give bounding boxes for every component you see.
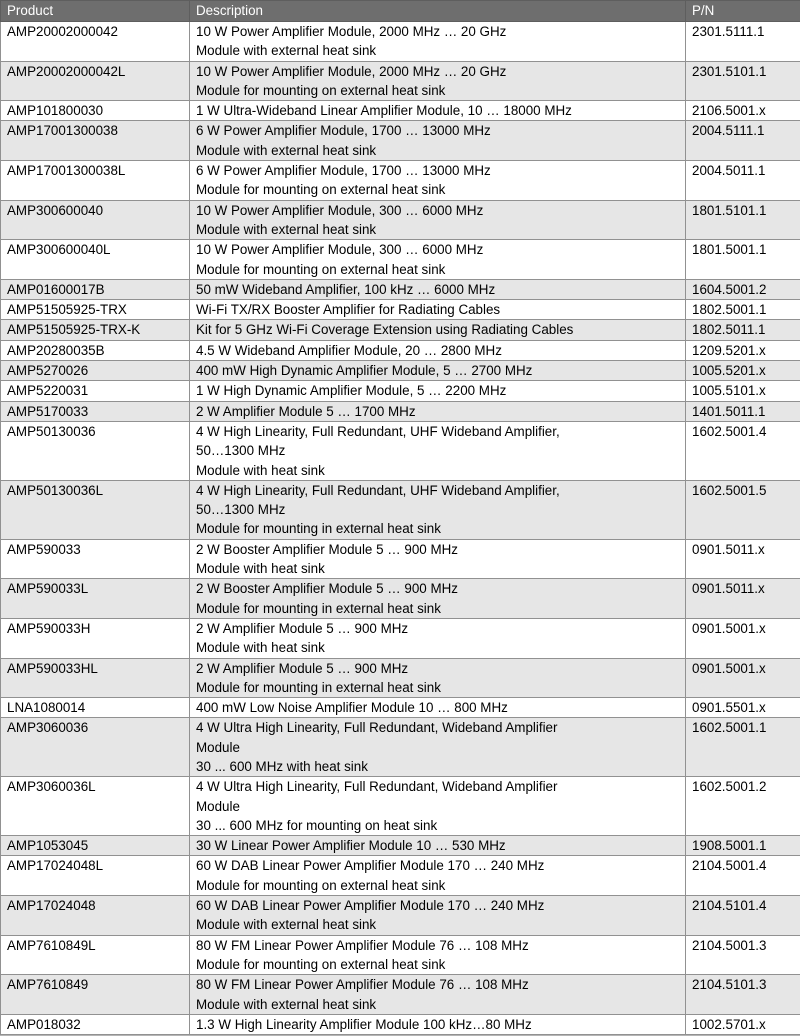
description-line: 10 W Power Amplifier Module, 2000 MHz … 20 GHz: [196, 63, 507, 79]
pn-cell: 1602.5001.4: [686, 421, 800, 480]
description-cell: [190, 61, 686, 101]
table-row: [1, 61, 800, 101]
description-line: Module for mounting on external heat sink: [196, 261, 446, 277]
table-row: [1, 279, 800, 299]
description-cell: [190, 975, 686, 1015]
table-row: [1, 161, 800, 201]
table-row: [1, 935, 800, 975]
description-line: 30 ... 600 MHz with heat sink: [196, 758, 368, 774]
description-line: 30 W Linear Power Amplifier Module 10 … 530 MHz: [196, 838, 506, 854]
table-row: [1, 658, 800, 698]
product-cell: AMP7610849L: [1, 935, 190, 975]
description-line: 1.3 W High Linearity Amplifier Module 100 kHz…80 MHz: [196, 1016, 532, 1032]
description-line: 1 W Ultra-Wideband Linear Amplifier Module, 10 … 18000 MHz: [196, 103, 572, 119]
description-cell: [190, 240, 686, 280]
product-cell: AMP01600017B: [1, 279, 190, 299]
table-row: [1, 421, 800, 480]
description-line: Module for mounting on external heat sink: [196, 877, 446, 893]
description-cell: [190, 300, 686, 320]
product-cell: LNA1080014: [1, 698, 190, 718]
pn-cell: 1002.5701.x: [686, 1014, 800, 1034]
description-cell: [190, 718, 686, 777]
description-line: 50 mW Wideband Amplifier, 100 kHz … 6000 MHz: [196, 281, 496, 297]
description-cell: [190, 896, 686, 936]
description-cell: [190, 935, 686, 975]
table-row: [1, 121, 800, 161]
pn-cell: 0901.5001.x: [686, 618, 800, 658]
description-line: 50…1300 MHz: [196, 502, 286, 518]
product-cell: AMP51505925-TRX-K: [1, 320, 190, 340]
table-row: [1, 101, 800, 121]
product-cell: AMP590033L: [1, 579, 190, 619]
description-line: 10 W Power Amplifier Module, 300 … 6000 MHz: [196, 202, 484, 218]
description-cell: [190, 279, 686, 299]
description-line: 6 W Power Amplifier Module, 1700 … 13000 MHz: [196, 163, 491, 179]
product-cell: AMP1053045: [1, 836, 190, 856]
pn-cell: 2301.5101.1: [686, 61, 800, 101]
description-line: 2 W Amplifier Module 5 … 900 MHz: [196, 620, 409, 636]
description-cell: [190, 381, 686, 401]
pn-cell: 0901.5011.x: [686, 579, 800, 619]
product-cell: AMP3060036: [1, 718, 190, 777]
table-row: [1, 777, 800, 836]
table-row: [1, 856, 800, 896]
table-header: [1, 1, 800, 22]
pn-cell: 1005.5201.x: [686, 361, 800, 381]
description-line: 6 W Power Amplifier Module, 1700 … 13000 MHz: [196, 123, 491, 139]
table-row: [1, 975, 800, 1015]
pn-cell: 1802.5011.1: [686, 320, 800, 340]
pn-cell: 1401.5011.1: [686, 401, 800, 421]
description-cell: [190, 161, 686, 201]
description-cell: [190, 22, 686, 62]
description-line: 2 W Amplifier Module 5 … 1700 MHz: [196, 403, 416, 419]
table-row: [1, 480, 800, 539]
description-cell: [190, 401, 686, 421]
product-cell: AMP018032: [1, 1014, 190, 1034]
description-cell: [190, 539, 686, 579]
product-cell: AMP20280035B: [1, 340, 190, 360]
description-line: Module for mounting on external heat sink: [196, 82, 446, 98]
description-line: Module: [196, 739, 240, 755]
description-line: 80 W FM Linear Power Amplifier Module 76 … 108 MHz: [196, 937, 529, 953]
description-line: 2 W Amplifier Module 5 … 900 MHz: [196, 660, 409, 676]
table-row: [1, 22, 800, 62]
pn-cell: 1604.5001.2: [686, 279, 800, 299]
pn-cell: 1602.5001.1: [686, 718, 800, 777]
pn-cell: 1908.5001.1: [686, 836, 800, 856]
column-header-pn: P/N: [686, 1, 800, 22]
description-cell: [190, 421, 686, 480]
description-line: Wi-Fi TX/RX Booster Amplifier for Radiating Cables: [196, 302, 501, 318]
pn-cell: 2004.5011.1: [686, 161, 800, 201]
pn-cell: 2106.5001.x: [686, 101, 800, 121]
description-line: Module with external heat sink: [196, 43, 377, 59]
description-line: Module with heat sink: [196, 561, 325, 577]
pn-cell: 2104.5001.3: [686, 935, 800, 975]
pn-cell: 2104.5001.4: [686, 856, 800, 896]
description-line: Module with external heat sink: [196, 221, 377, 237]
pn-cell: 1602.5001.2: [686, 777, 800, 836]
product-cell: AMP5220031: [1, 381, 190, 401]
product-cell: AMP590033: [1, 539, 190, 579]
product-cell: AMP5270026: [1, 361, 190, 381]
description-cell: [190, 658, 686, 698]
product-cell: AMP50130036L: [1, 480, 190, 539]
description-cell: [190, 579, 686, 619]
table-row: [1, 200, 800, 240]
description-cell: [190, 200, 686, 240]
product-cell: AMP17001300038L: [1, 161, 190, 201]
product-cell: AMP3060036L: [1, 777, 190, 836]
description-line: Module with external heat sink: [196, 996, 377, 1012]
product-cell: AMP300600040L: [1, 240, 190, 280]
description-line: Module with external heat sink: [196, 917, 377, 933]
description-line: 60 W DAB Linear Power Amplifier Module 170 … 240 MHz: [196, 858, 545, 874]
description-line: 400 mW Low Noise Amplifier Module 10 … 800 MHz: [196, 700, 508, 716]
product-cell: AMP20002000042L: [1, 61, 190, 101]
column-header-product: Product: [1, 1, 190, 22]
product-cell: AMP51505925-TRX: [1, 300, 190, 320]
description-line: Module with external heat sink: [196, 142, 377, 158]
description-line: 2 W Booster Amplifier Module 5 … 900 MHz: [196, 541, 458, 557]
description-cell: [190, 340, 686, 360]
pn-cell: 2004.5111.1: [686, 121, 800, 161]
description-line: 4.5 W Wideband Amplifier Module, 20 … 2800 MHz: [196, 342, 502, 358]
product-cell: AMP101800030: [1, 101, 190, 121]
product-cell: AMP590033HL: [1, 658, 190, 698]
description-line: Module: [196, 798, 240, 814]
pn-cell: 0901.5011.x: [686, 539, 800, 579]
table-row: [1, 618, 800, 658]
description-cell: [190, 480, 686, 539]
description-line: 400 mW High Dynamic Amplifier Module, 5 … 2700 MHz: [196, 363, 533, 379]
description-line: 4 W High Linearity, Full Redundant, UHF Wideband Amplifier,: [196, 482, 560, 498]
product-cell: AMP17024048L: [1, 856, 190, 896]
table-row: [1, 381, 800, 401]
description-line: 4 W Ultra High Linearity, Full Redundant, Wideband Amplifier: [196, 720, 558, 736]
table-row: [1, 320, 800, 340]
description-line: Module with heat sink: [196, 462, 325, 478]
table-row: [1, 718, 800, 777]
pn-cell: 1802.5001.1: [686, 300, 800, 320]
description-cell: [190, 618, 686, 658]
description-cell: [190, 121, 686, 161]
pn-cell: 1005.5101.x: [686, 381, 800, 401]
description-line: 60 W DAB Linear Power Amplifier Module 170 … 240 MHz: [196, 898, 545, 914]
description-line: 4 W Ultra High Linearity, Full Redundant, Wideband Amplifier: [196, 779, 558, 795]
product-cell: AMP590033H: [1, 618, 190, 658]
description-cell: [190, 101, 686, 121]
description-line: Module for mounting in external heat sink: [196, 679, 441, 695]
product-cell: AMP17001300038: [1, 121, 190, 161]
pn-cell: 0901.5501.x: [686, 698, 800, 718]
header-row: [1, 1, 800, 22]
table-row: [1, 698, 800, 718]
product-cell: AMP5170033: [1, 401, 190, 421]
description-line: Module for mounting in external heat sink: [196, 521, 441, 537]
pn-cell: 1209.5201.x: [686, 340, 800, 360]
product-cell: AMP17024048: [1, 896, 190, 936]
description-line: Module for mounting in external heat sink: [196, 600, 441, 616]
description-line: 1 W High Dynamic Amplifier Module, 5 … 2200 MHz: [196, 383, 507, 399]
table-row: [1, 340, 800, 360]
pn-cell: 2301.5111.1: [686, 22, 800, 62]
product-cell: AMP20002000042: [1, 22, 190, 62]
description-line: 10 W Power Amplifier Module, 300 … 6000 MHz: [196, 242, 484, 258]
description-cell: [190, 856, 686, 896]
table-row: [1, 836, 800, 856]
table-row: [1, 361, 800, 381]
product-cell: AMP300600040: [1, 200, 190, 240]
description-cell: [190, 320, 686, 340]
pn-cell: 1801.5001.1: [686, 240, 800, 280]
description-line: Kit for 5 GHz Wi-Fi Coverage Extension using Radiating Cables: [196, 322, 574, 338]
description-cell: [190, 1014, 686, 1034]
table-row: [1, 896, 800, 936]
pn-cell: 0901.5001.x: [686, 658, 800, 698]
table-row: [1, 240, 800, 280]
description-cell: [190, 836, 686, 856]
description-line: 10 W Power Amplifier Module, 2000 MHz … 20 GHz: [196, 24, 507, 39]
description-cell: [190, 777, 686, 836]
description-line: 30 ... 600 MHz for mounting on heat sink: [196, 817, 438, 833]
description-line: 80 W FM Linear Power Amplifier Module 76 … 108 MHz: [196, 977, 529, 993]
description-cell: [190, 361, 686, 381]
description-line: Module for mounting on external heat sink: [196, 956, 446, 972]
product-table-body: [1, 22, 800, 1035]
pn-cell: 1602.5001.5: [686, 480, 800, 539]
column-header-description: Description: [190, 1, 686, 22]
table-row: [1, 300, 800, 320]
description-line: 2 W Booster Amplifier Module 5 … 900 MHz: [196, 581, 458, 597]
pn-cell: 1801.5101.1: [686, 200, 800, 240]
table-row: [1, 539, 800, 579]
product-cell: AMP7610849: [1, 975, 190, 1015]
description-line: Module for mounting on external heat sink: [196, 182, 446, 198]
table-row: [1, 401, 800, 421]
description-cell: [190, 698, 686, 718]
pn-cell: 2104.5101.3: [686, 975, 800, 1015]
table-row: [1, 579, 800, 619]
description-line: 4 W High Linearity, Full Redundant, UHF Wideband Amplifier,: [196, 423, 560, 439]
description-line: 50…1300 MHz: [196, 443, 286, 459]
table-row: [1, 1014, 800, 1034]
product-cell: AMP50130036: [1, 421, 190, 480]
description-line: Module with heat sink: [196, 640, 325, 656]
pn-cell: 2104.5101.4: [686, 896, 800, 936]
